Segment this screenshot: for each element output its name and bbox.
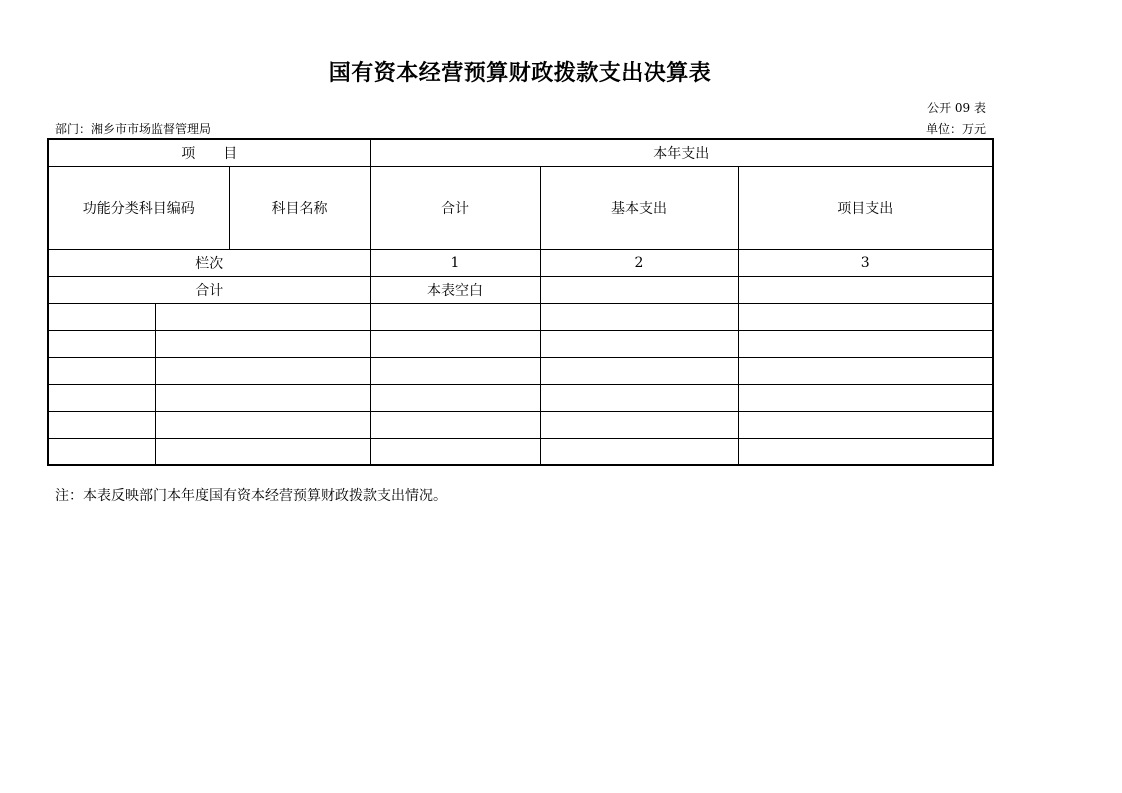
cell-code <box>48 438 155 465</box>
unit-label: 单位：万元 <box>925 122 986 136</box>
table-row <box>48 438 993 465</box>
cell-total <box>370 438 540 465</box>
column-index-row <box>48 249 993 276</box>
cell-total <box>370 411 540 438</box>
column-index-2: 2 <box>540 249 738 276</box>
cell-basic <box>540 357 738 384</box>
table-row <box>48 330 993 357</box>
header-item: 项 目 <box>48 139 370 166</box>
department-label: 部门：湘乡市市场监督管理局 <box>55 122 212 136</box>
total-label: 合计 <box>48 276 370 303</box>
header-basic-expense: 基本支出 <box>540 166 738 249</box>
cell-code <box>48 357 155 384</box>
cell-basic <box>540 411 738 438</box>
cell-basic <box>540 303 738 330</box>
cell-project <box>738 411 993 438</box>
cell-name <box>155 357 370 384</box>
total-row <box>48 276 993 303</box>
total-value: 本表空白 <box>370 276 540 303</box>
cell-total <box>370 303 540 330</box>
header-total: 合计 <box>370 166 540 249</box>
cell-basic <box>540 438 738 465</box>
cell-total <box>370 384 540 411</box>
page-title: 国有资本经营预算财政拨款支出决算表 <box>328 61 712 86</box>
cell-project <box>738 384 993 411</box>
cell-basic <box>540 384 738 411</box>
cell-code <box>48 303 155 330</box>
cell-name <box>155 438 370 465</box>
cell-name <box>155 303 370 330</box>
column-index-label: 栏次 <box>48 249 370 276</box>
cell-name <box>155 330 370 357</box>
cell-project <box>738 303 993 330</box>
column-index-3: 3 <box>738 249 993 276</box>
cell-code <box>48 411 155 438</box>
cell-project <box>738 330 993 357</box>
expense-table <box>47 138 994 466</box>
footnote: 注：本表反映部门本年度国有资本经营预算财政拨款支出情况。 <box>55 488 447 504</box>
table-row <box>48 303 993 330</box>
total-project <box>738 276 993 303</box>
header-project-expense: 项目支出 <box>738 166 993 249</box>
header-subject-name: 科目名称 <box>229 166 370 249</box>
total-basic <box>540 276 738 303</box>
column-index-1: 1 <box>370 249 540 276</box>
table-code: 公开 09 表 <box>927 101 986 115</box>
header-current-year-expense: 本年支出 <box>370 139 993 166</box>
header-row-1 <box>48 139 993 166</box>
header-row-2 <box>48 166 993 249</box>
cell-total <box>370 357 540 384</box>
cell-name <box>155 384 370 411</box>
table-row <box>48 357 993 384</box>
cell-project <box>738 357 993 384</box>
cell-code <box>48 384 155 411</box>
cell-total <box>370 330 540 357</box>
cell-project <box>738 438 993 465</box>
cell-name <box>155 411 370 438</box>
cell-basic <box>540 330 738 357</box>
table-row <box>48 384 993 411</box>
cell-code <box>48 330 155 357</box>
table-row <box>48 411 993 438</box>
header-function-code: 功能分类科目编码 <box>48 166 229 249</box>
